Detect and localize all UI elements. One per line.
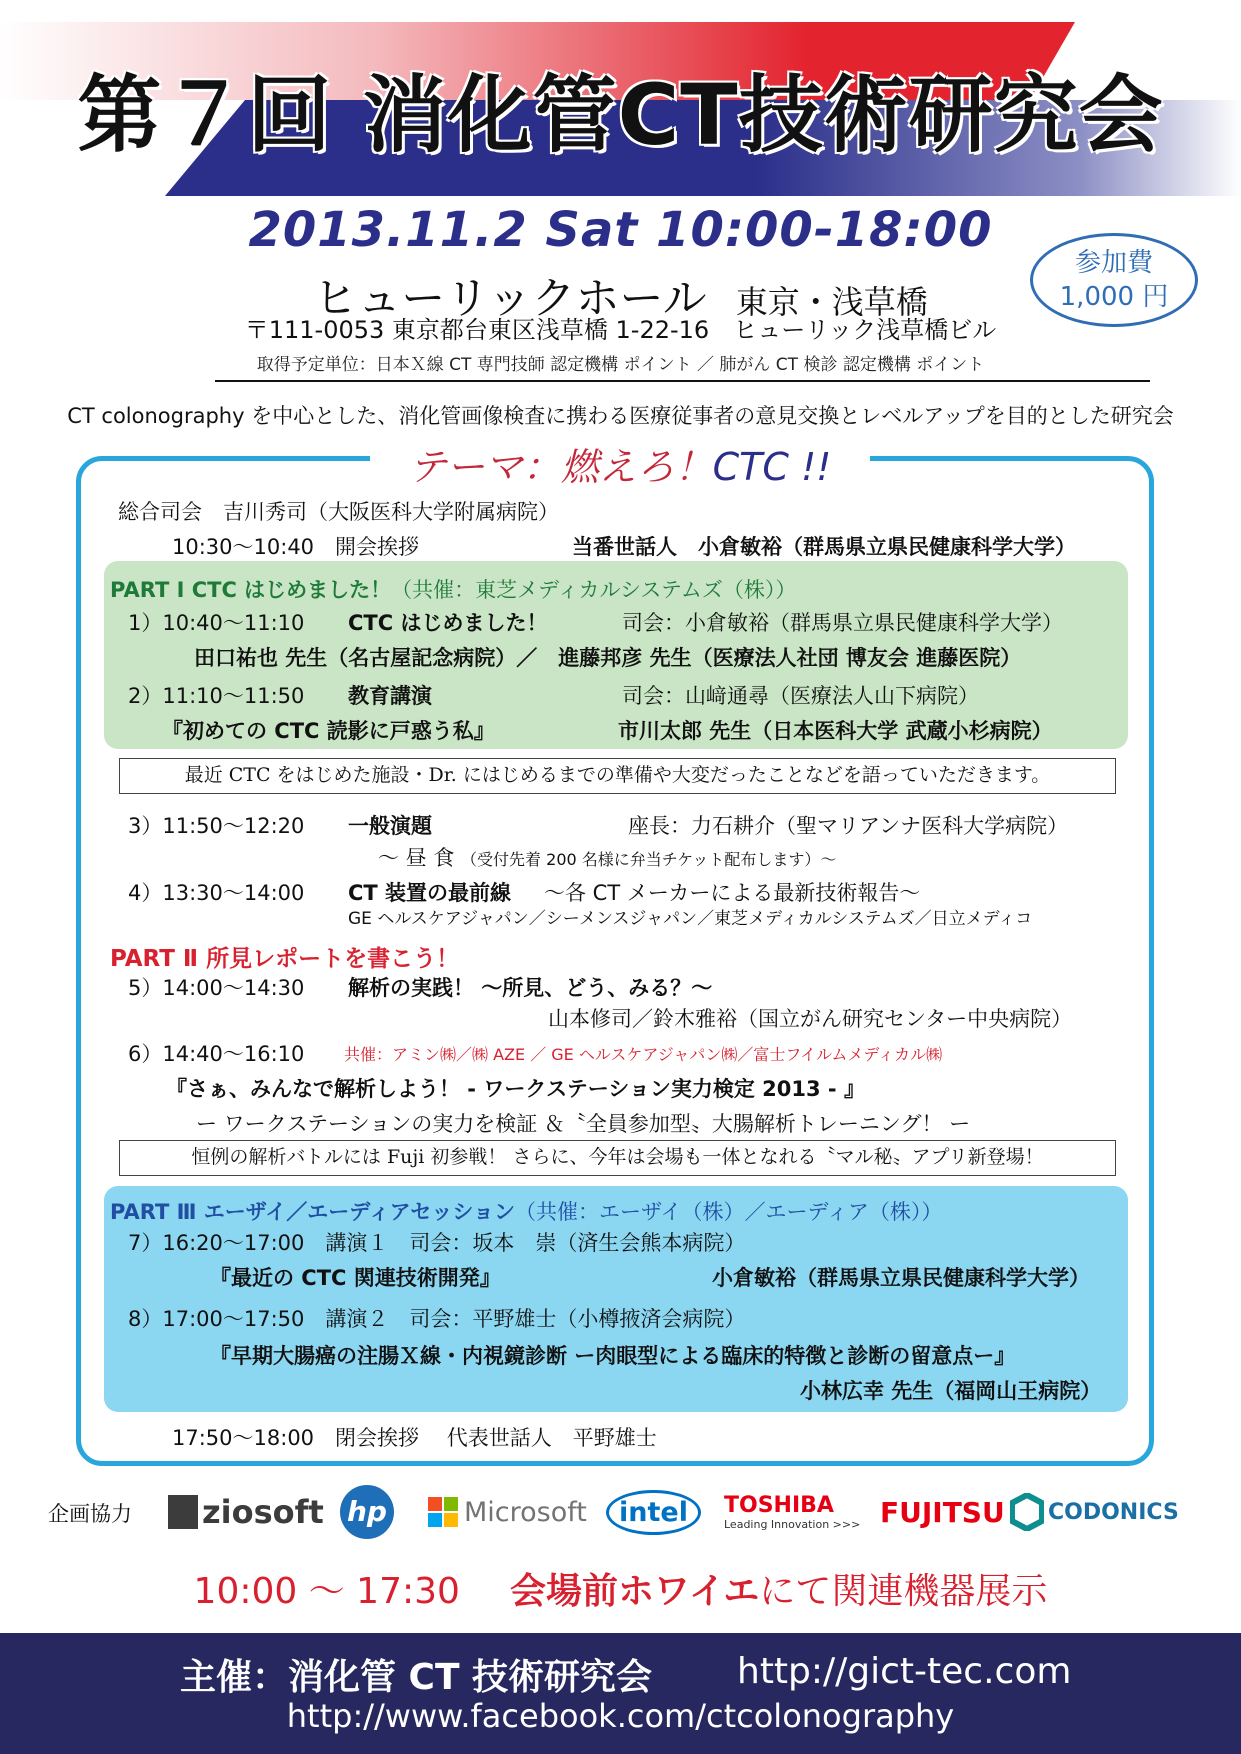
closing-remarks: 17:50〜18:00 閉会挨拶 代表世話人 平野雄士 — [172, 1426, 657, 1450]
fujitsu-logo — [880, 1486, 1005, 1538]
facebook-link[interactable]: http://www.facebook.com/ctcolonography — [286, 1697, 955, 1735]
session7-line: 7）16:20〜17:00 講演１ 司会：坂本 崇（済生会熊本病院） — [128, 1231, 746, 1255]
theme-prefix: テーマ：燃えろ！ — [408, 445, 713, 489]
session4-makers: GE ヘルスケアジャパン／シーメンスジャパン／東芝メディカルシステムズ／日立メディコ — [348, 909, 1033, 929]
session3-title: 一般演題 — [348, 814, 432, 838]
fujitsu-wordmark: FUJITSU — [880, 1495, 1005, 1529]
part1-heading: PART Ⅰ CTC はじめました！ — [110, 578, 392, 602]
session8-line: 8）17:00〜17:50 講演２ 司会：平野雄士（小樽掖済会病院） — [128, 1307, 746, 1331]
divider — [215, 380, 1150, 382]
intel-logo — [606, 1486, 701, 1538]
header-band — [0, 0, 1241, 200]
intel-wordmark: intel — [606, 1490, 701, 1535]
session6-time: 6）14:40〜16:10 — [128, 1042, 305, 1066]
session1-time: 1）10:40〜11:10 — [128, 611, 305, 635]
session8-speaker: 小林広幸 先生（福岡山王病院） — [800, 1379, 1102, 1403]
session6-title: 『さぁ、みんなで解析しよう！ - ワークステーション実力検定 2013 - 』 — [166, 1077, 865, 1101]
venue-address: 〒111-0053 東京都台東区浅草橋 1-22-16 ヒューリック浅草橋ビル — [244, 316, 997, 344]
microsoft-logo — [428, 1486, 587, 1538]
theme-ctc: CTC !! — [712, 445, 832, 489]
session2-time: 2）11:10〜11:50 — [128, 684, 305, 708]
microsoft-wordmark: Microsoft — [464, 1496, 587, 1528]
page-title: 第７回 消化管CT技術研究会 — [77, 66, 1164, 164]
codonics-wordmark: CODONICS — [1048, 1499, 1179, 1525]
session7-speaker: 小倉敏裕（群馬県立県民健康科学大学） — [712, 1266, 1090, 1290]
session2-lecture: 『初めての CTC 読影に戸惑う私』 — [162, 719, 495, 743]
general-chair: 総合司会 吉川秀司（大阪医科大学附属病院） — [118, 500, 559, 524]
session4-subtitle: 〜各 CT メーカーによる最新技術報告〜 — [544, 881, 921, 905]
exhibit-time: 10:00 〜 17:30 — [193, 1571, 460, 1612]
lunch-row — [378, 842, 836, 872]
part3-sponsor: （共催：エーザイ（株）／エーディア（株）） — [514, 1200, 943, 1224]
fee-label: 参加費 — [1074, 248, 1153, 278]
codonics-logo — [1010, 1486, 1179, 1538]
microsoft-windows-icon — [428, 1497, 458, 1527]
part3-heading: PART Ⅲ エーザイ／エーディアセッション — [110, 1200, 515, 1224]
lunch-note: （受付先着 200 名様に弁当チケット配布します）〜 — [461, 850, 837, 869]
venue-area: 東京・浅草橋 — [735, 283, 928, 321]
note-part2: 恒例の解析バトルには Fuji 初参戦！ さらに、今年は会場も一体となれる〝マル秘〟アプリ新登場！ — [119, 1140, 1116, 1176]
ziosoft-logo — [168, 1486, 324, 1538]
toshiba-tagline: Leading Innovation >>> — [724, 1517, 861, 1531]
session1-speakers: 田口祐也 先生（名古屋記念病院）／ 進藤邦彦 先生（医療法人社団 博友会 進藤医院） — [194, 646, 1022, 670]
session4-title: CT 装置の最前線 — [348, 881, 512, 905]
session6-subtitle: ー ワークステーションの実力を検証 ＆〝全員参加型〟大腸解析トレーニング！ ー — [196, 1112, 971, 1136]
part1-heading-row — [110, 574, 796, 604]
organizer: 主催：消化管 CT 技術研究会 — [180, 1657, 653, 1698]
event-datetime: 2013.11.2 Sat 10:00-18:00 — [248, 202, 993, 258]
opening-host: 当番世話人 小倉敏裕（群馬県立県民健康科学大学） — [572, 535, 1076, 559]
session3-time: 3）11:50〜12:20 — [128, 814, 305, 838]
ziosoft-mark-icon — [168, 1495, 198, 1529]
hp-logo — [340, 1486, 394, 1538]
venue-name: ヒューリックホール — [313, 273, 707, 324]
fee-amount: 1,000 円 — [1059, 282, 1169, 312]
part2-heading: PART Ⅱ 所見レポートを書こう！ — [110, 946, 460, 972]
website-link[interactable]: http://gict-tec.com — [737, 1651, 1072, 1692]
session3-chair: 座長：力石耕介（聖マリアンナ医科大学病院） — [628, 814, 1069, 838]
toshiba-wordmark: TOSHIBA — [724, 1492, 834, 1518]
exhibit-notice — [0, 1563, 1241, 1614]
session5-time: 5）14:00〜14:30 — [128, 976, 305, 1000]
fee-badge — [1030, 233, 1198, 327]
session6-sponsor: 共催：アミン㈱／㈱ AZE ／ GE ヘルスケアジャパン㈱／富士フイルムメディカル㈱ — [344, 1045, 943, 1064]
opening-time: 10:30〜10:40 開会挨拶 — [172, 535, 420, 559]
theme-title — [370, 436, 870, 489]
session7-lecture: 『最近の CTC 関連技術開発』 — [210, 1266, 501, 1290]
footer — [0, 1633, 1241, 1754]
session2-chair: 司会：山﨑通尋（医療法人山下病院） — [622, 684, 979, 708]
codonics-hex-icon — [1010, 1493, 1044, 1531]
exhibit-rest: にて関連機器展示 — [759, 1571, 1048, 1612]
credit-points: 取得予定単位：日本Ｘ線 CT 専門技師 認定機構 ポイント ／ 肺がん CT 検診 認定機構 ポイント — [256, 355, 985, 375]
session1-chair: 司会：小倉敏裕（群馬県立県民健康科学大学） — [622, 611, 1063, 635]
session1-title: CTC はじめました！ — [348, 611, 548, 635]
exhibit-place: 会場前ホワイエ — [509, 1571, 760, 1612]
part1-sponsor: （共催：東芝メディカルシステムズ（株）） — [391, 578, 797, 602]
sponsors-label: 企画協力 — [48, 1502, 132, 1526]
session8-lecture: 『早期大腸癌の注腸Ｘ線・内視鏡診断 ー肉眼型による臨床的特徴と診断の留意点ー』 — [210, 1344, 1016, 1368]
session5-title: 解析の実践！ 〜所見、どう、みる？〜 — [348, 976, 713, 1000]
session4-time: 4）13:30〜14:00 — [128, 881, 305, 905]
lunch-label: 〜 昼 食 — [378, 846, 455, 870]
part3-heading-row — [110, 1196, 942, 1226]
toshiba-logo — [724, 1486, 860, 1538]
session5-speakers: 山本修司／鈴木雅裕（国立がん研究センター中央病院） — [548, 1007, 1073, 1031]
hp-badge-icon: hp — [340, 1485, 394, 1539]
session2-speaker: 市川太郎 先生（日本医科大学 武蔵小杉病院） — [618, 719, 1053, 743]
intro-text: CT colonography を中心とした、消化管画像検査に携わる医療従事者の意見交換とレベルアップを目的とした研究会 — [67, 404, 1174, 428]
session2-title: 教育講演 — [348, 684, 432, 708]
ziosoft-wordmark: ziosoft — [202, 1493, 324, 1531]
note-part1: 最近 CTC をはじめた施設・Dr. にはじめるまでの準備や大変だったことなどを語っていただきます。 — [119, 758, 1116, 794]
